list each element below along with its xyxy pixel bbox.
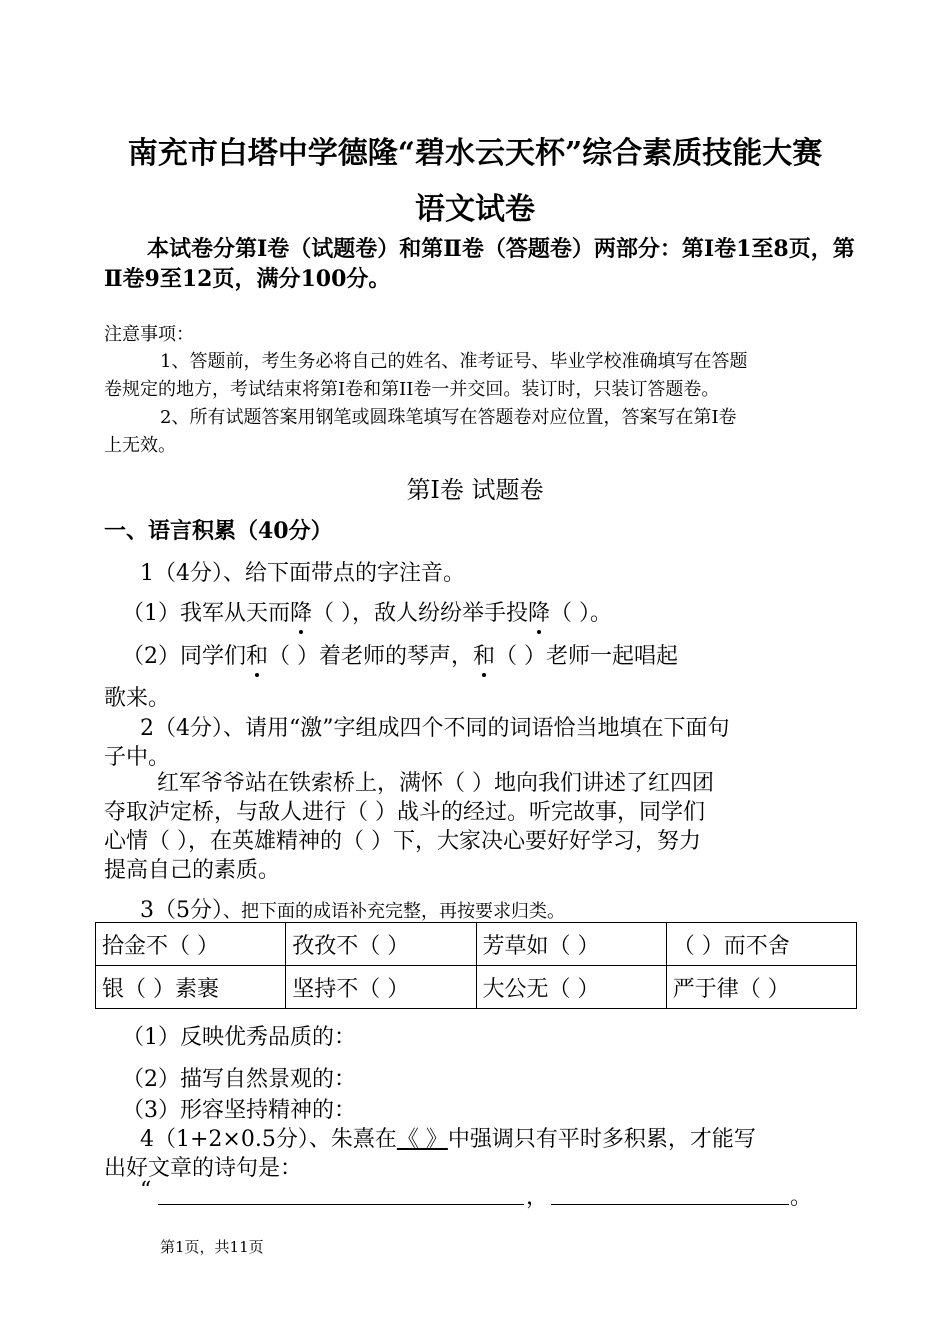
q4-stem-part-b: 中强调只有平时多积累，才能写 [447,1127,756,1152]
q3-category-3: （3）形容坚持精神的： [122,1098,356,1123]
q3-stem [140,893,565,924]
q4-stem-2: 出好文章的诗句是： [104,1156,303,1181]
q1-line-2 [122,639,678,670]
idiom-cell: （ ）而不舍 [666,923,856,966]
part-title: 第Ⅰ卷 试题卷 [406,476,544,504]
q4-stem [140,1122,756,1153]
page-footer: 第1页，共11页 [160,1238,264,1256]
q1-dotted-char-2: 降 [528,596,550,627]
notes-item-2-line-1: 2、所有试题答案用钢笔或圆珠笔填写在答题卷对应位置，答案写在第Ⅰ卷 [160,407,737,428]
q3-stem-text: 、把下面的成语补充完整，再按要求归类。 [223,901,565,922]
q4-comma: ， [526,1185,549,1210]
idiom-cell: 银（ ）素裹 [96,966,286,1009]
q1-dotted-char-1: 降 [290,596,312,627]
table-row [96,923,857,966]
notes-item-1-line-2: 卷规定的地方，考试结束将第Ⅰ卷和第ⅠⅠ卷一并交回。装订时，只装订答题卷。 [104,379,720,400]
notes-item-2-line-2: 上无效。 [104,435,176,456]
q1-line-2-part-b: （ ）着老师的琴声， [268,644,474,669]
q1-line-2-part-c: （ ）老师一起唱起 [495,644,679,669]
q4-end-mark: 。 [790,1185,813,1210]
exam-subtitle: 语文试卷 [415,192,535,227]
q4-stem-part-a: 4（1+2×0.5分）、朱熹在 [140,1127,397,1152]
q2-para-2: 夺取泸定桥，与敌人进行（ ）战斗的经过。听完故事，同学们 [104,800,705,825]
exam-title: 南充市白塔中学德隆“碧水云天杯”综合素质技能大赛 [127,136,823,171]
notes-heading: 注意事项： [104,324,194,345]
q3-stem-score: 3（5分） [140,898,223,923]
q1-line-3: 歌来。 [104,686,171,711]
section-1-heading: 一、语言积累（40分） [104,518,333,544]
idiom-cell: 孜孜不（ ） [286,923,476,966]
q1-stem: 1（4分）、给下面带点的字注音。 [140,561,465,586]
q4-answer-line-1 [158,1204,524,1205]
idiom-cell: 拾金不（ ） [96,923,286,966]
intro-line-2: Ⅱ卷9至12页，满分100分。 [104,266,391,292]
idiom-cell: 芳草如（ ） [476,923,666,966]
notes-item-1-line-1: 1、答题前，考生务必将自己的姓名、准考证号、毕业学校准确填写在答题 [160,351,748,372]
q1-line-1 [122,596,612,627]
q1-line-1-part-b: （ ），敌人纷纷举手投 [312,601,529,626]
q4-book-blank: 《 》 [396,1127,448,1152]
idiom-cell: 大公无（ ） [476,966,666,1009]
q2-para-1: 红军爷爷站在铁索桥上，满怀（ ）地向我们讲述了红四团 [157,771,714,796]
q2-para-3: 心情（ ），在英雄精神的（ ）下，大家决心要好好学习，努力 [104,829,701,854]
q2-stem-2: 子中。 [104,745,171,770]
q3-category-1: （1）反映优秀品质的： [122,1025,356,1050]
q2-para-4: 提高自己的素质。 [104,858,281,883]
table-row [96,966,857,1009]
idiom-cell: 严于律（ ） [666,966,856,1009]
q1-dotted-char-3: 和 [246,639,268,670]
q3-category-2: （2）描写自然景观的： [122,1067,356,1092]
q4-answer-line-2 [551,1204,789,1205]
idiom-table [95,922,857,1009]
q4-open-quote: “ [140,1178,152,1203]
intro-line-1: 本试卷分第Ⅰ卷（试题卷）和第Ⅱ卷（答题卷）两部分：第Ⅰ卷1至8页，第 [147,236,855,262]
q1-line-1-part-c: （ ）。 [550,601,613,626]
q2-stem-1: 2（4分）、请用“激”字组成四个不同的词语恰当地填在下面句 [140,716,730,741]
q1-dotted-char-4: 和 [473,639,495,670]
q1-line-2-part-a: （2）同学们 [122,644,246,669]
idiom-cell: 坚持不（ ） [286,966,476,1009]
q1-line-1-part-a: （1）我军从天而 [122,601,290,626]
